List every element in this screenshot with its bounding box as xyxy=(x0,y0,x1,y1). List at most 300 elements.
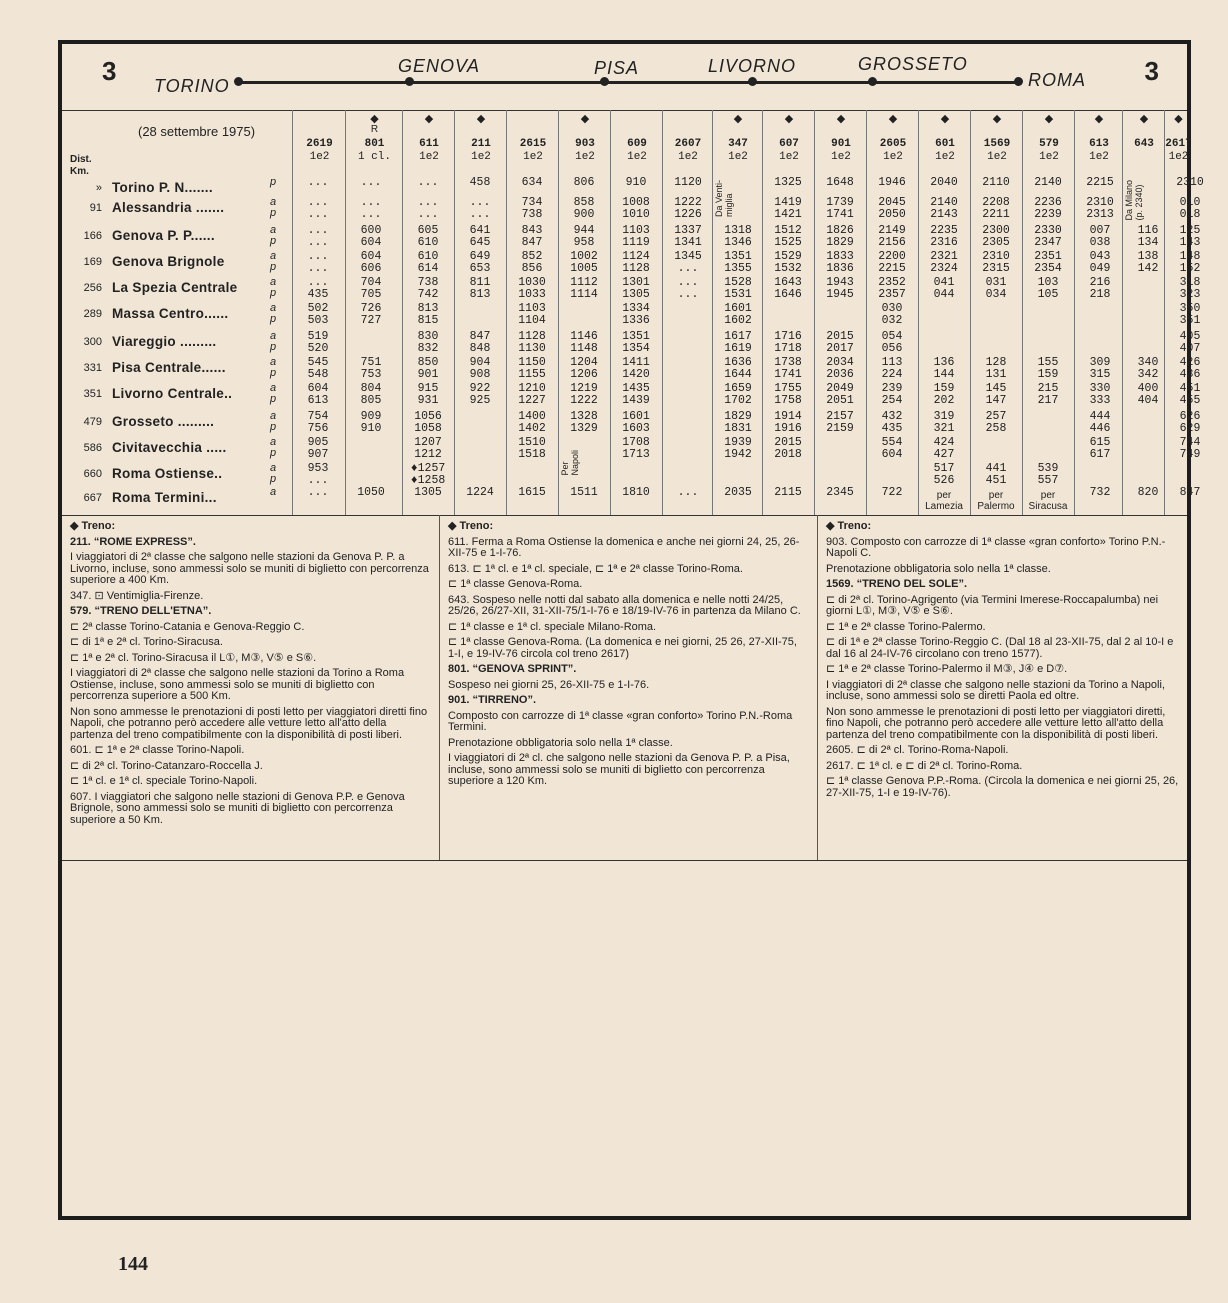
time-cell: 843 847 xyxy=(521,224,543,249)
time-cell: 257 258 xyxy=(985,410,1007,435)
time-cell: 754 756 xyxy=(307,410,329,435)
time-cell: 804 805 xyxy=(360,382,382,407)
time-cell: ... xyxy=(307,176,329,189)
time-cell: 2215 xyxy=(1086,176,1114,189)
time-cell: 626 629 xyxy=(1179,410,1201,435)
time-cell: 1124 1128 xyxy=(622,250,650,275)
time-cell: 1643 1646 xyxy=(774,276,802,301)
train-number: 2605 xyxy=(879,138,907,150)
time-cell: 010 018 xyxy=(1179,196,1201,221)
arr-dep-marker: a p xyxy=(270,330,277,353)
station-row xyxy=(62,276,1201,302)
station-row xyxy=(62,330,1201,356)
time-cell: 910 xyxy=(625,176,647,189)
note-paragraph: ⊏ 1ª classe Genova P.P.-Roma. (Circola la domenica e nei giorni 25, 26, 27-XII-75, 1-I e 19-IV-76). xyxy=(826,775,1179,799)
time-cell: ... xyxy=(360,176,382,189)
time-cell: 215 217 xyxy=(1037,382,1059,407)
notes-column-2 xyxy=(440,515,818,860)
time-cell: 1939 1942 xyxy=(724,436,752,461)
station-name: La Spezia Centrale xyxy=(112,280,238,295)
train-class: 1e2 xyxy=(987,151,1007,163)
time-cell: 426 436 xyxy=(1179,356,1201,381)
time-cell: 830 832 xyxy=(417,330,439,355)
time-cell: 309 315 xyxy=(1089,356,1111,381)
time-cell: ... ... xyxy=(307,250,329,275)
time-cell: 138 142 xyxy=(1137,250,1159,275)
time-cell: 1222 1226 xyxy=(674,196,702,221)
time-cell: ... xyxy=(307,486,329,499)
time-cell: 116 134 xyxy=(1137,224,1159,249)
time-cell: 136 144 xyxy=(933,356,955,381)
table-number-left: 3 xyxy=(102,56,117,86)
station-row xyxy=(62,436,1201,462)
stop-dot xyxy=(234,77,243,86)
time-cell: 1146 1148 xyxy=(570,330,598,355)
time-cell: 634 xyxy=(521,176,543,189)
time-cell: 125 143 xyxy=(1179,224,1201,249)
time-cell: 1419 1421 xyxy=(774,196,802,221)
station-km: 289 xyxy=(83,308,102,320)
note-paragraph: 601. ⊏ 1ª e 2ª classe Torino-Napoli. xyxy=(70,744,245,756)
note-paragraph: I viaggiatori di 2ª cl. che salgono nelle stazioni da Genova P. P. a Pisa, incluse, sono ammessi solo se muniti di biglietto con percorrenza superiore a 120 Km. xyxy=(448,752,790,787)
time-cell: 858 900 xyxy=(573,196,595,221)
diamond-icon: ◆ xyxy=(1094,113,1104,125)
station-name: Torino P. N....... xyxy=(112,180,213,195)
time-cell: 554 604 xyxy=(881,436,903,461)
time-cell: 2310 xyxy=(1176,176,1204,189)
arr-dep-marker: a p xyxy=(270,224,277,247)
time-cell: 847 848 xyxy=(469,330,491,355)
time-cell: 944 958 xyxy=(573,224,595,249)
station-km: 166 xyxy=(83,230,102,242)
note-paragraph: Non sono ammesse le prenotazioni di posti letto per viaggiatori diretti fino Napoli, che potranno però accedere alle vetture letto all'atto della partenza del treno compatibilmente con la disponibilità di posti liberi. xyxy=(70,705,428,741)
station-row xyxy=(62,356,1201,382)
time-cell: 850 901 xyxy=(417,356,439,381)
time-cell: 813 815 xyxy=(417,302,439,327)
time-cell: 1716 1718 xyxy=(774,330,802,355)
diamond-icon: ◆ xyxy=(476,113,486,125)
time-cell: 103 105 xyxy=(1037,276,1059,301)
city-roma: ROMA xyxy=(1028,70,1086,90)
time-cell: 1219 1222 xyxy=(570,382,598,407)
time-cell: 145 147 xyxy=(985,382,1007,407)
time-cell: 432 435 xyxy=(881,410,903,435)
time-cell: 1833 1836 xyxy=(826,250,854,275)
time-cell: 751 753 xyxy=(360,356,382,381)
time-cell: 2310 2315 xyxy=(982,250,1010,275)
time-cell: 604 613 xyxy=(307,382,329,407)
train-number: 613 xyxy=(1089,138,1109,150)
note-paragraph: ⊏ di 1ª e 2ª classe Torino-Reggio C. (Dal 18 al 23-XII-75, dal 2 al 10-I e dal 16 al 24-IV-76 circolano con treno 1577). xyxy=(826,636,1174,660)
note-paragraph: 579. “TRENO DELL'ETNA”. xyxy=(70,605,212,617)
note-paragraph: ⊏ 1ª cl. e 1ª cl. speciale Torino-Napoli. xyxy=(70,775,258,787)
train-class: 1e2 xyxy=(1039,151,1059,163)
vertical-note: Da Milano (p. 2340) xyxy=(1124,180,1144,221)
note-paragraph: ⊏ 1ª e 2ª classe Torino-Palermo il M③, J④ e D⑦. xyxy=(826,663,1068,675)
time-cell: 1528 1531 xyxy=(724,276,752,301)
time-cell: 441 451 xyxy=(985,462,1007,487)
time-cell: 216 218 xyxy=(1089,276,1111,301)
train-class: 1e2 xyxy=(627,151,647,163)
time-cell: 915 931 xyxy=(417,382,439,407)
city-torino: TORINO xyxy=(154,76,230,96)
destination-note: per Palermo xyxy=(977,490,1015,512)
note-paragraph: 347. ⊡ Ventimiglia-Firenze. xyxy=(70,589,204,602)
city-pisa: PISA xyxy=(594,58,640,78)
arr-dep-marker: a p xyxy=(270,276,277,299)
note-paragraph: ⊏ di 1ª e 2ª cl. Torino-Siracusa. xyxy=(70,636,223,648)
time-cell: 113 224 xyxy=(881,356,903,381)
time-cell: 041 044 xyxy=(933,276,955,301)
time-cell: 405 407 xyxy=(1179,330,1201,355)
time-cell: 2140 2143 xyxy=(930,196,958,221)
time-cell: 1328 1329 xyxy=(570,410,598,435)
note-paragraph: 611. Ferma a Roma Ostiense la domenica e anche nei giorni 24, 25, 26-XII-75 e 1-I-76. xyxy=(448,535,800,559)
time-cell: 239 254 xyxy=(881,382,903,407)
time-cell: 1810 xyxy=(622,486,650,499)
time-cell: 1204 1206 xyxy=(570,356,598,381)
station-name: Livorno Centrale.. xyxy=(112,386,233,401)
time-cell: 2015 2018 xyxy=(774,436,802,461)
time-cell: 1325 xyxy=(774,176,802,189)
time-cell: ... ... xyxy=(307,196,329,221)
note-paragraph: ⊏ 1ª e 2ª cl. Torino-Siracusa il L①, M③, V⑤ e S⑥. xyxy=(70,651,317,664)
time-cell: 1826 1829 xyxy=(826,224,854,249)
note-paragraph: ⊏ 1ª classe Genova-Roma. (La domenica e nei giorni, 25 26, 27-XII-75, 1-I, e 19-IV-76 circola col treno 2617) xyxy=(448,636,797,660)
time-cell: 2035 xyxy=(724,486,752,499)
time-cell: ... ... xyxy=(360,196,382,221)
time-cell: 2235 2316 xyxy=(930,224,958,249)
train-class: 1e2 xyxy=(728,151,748,163)
station-name: Civitavecchia ..... xyxy=(112,440,227,455)
station-km: 300 xyxy=(83,336,102,348)
station-row xyxy=(62,250,1201,276)
time-cell: 519 520 xyxy=(307,330,329,355)
time-cell: 1305 xyxy=(414,486,442,499)
time-cell: 444 446 xyxy=(1089,410,1111,435)
station-km: 479 xyxy=(83,416,102,428)
time-cell: 2321 2324 xyxy=(930,250,958,275)
train-number: 579 xyxy=(1039,138,1059,150)
note-paragraph: ◆ Treno: xyxy=(826,520,872,532)
time-cell: 820 xyxy=(1137,486,1159,499)
time-cell: 030 032 xyxy=(881,302,903,327)
time-cell: 2208 2211 xyxy=(982,196,1010,221)
time-cell: 2345 xyxy=(826,486,854,499)
train-class: 1e2 xyxy=(779,151,799,163)
timetable-frame xyxy=(58,40,1204,1220)
time-cell: 615 617 xyxy=(1089,436,1111,461)
train-number: 901 xyxy=(831,138,851,150)
time-cell: 744 749 xyxy=(1179,436,1201,461)
arr-dep-marker: a p xyxy=(270,462,277,485)
note-paragraph: Prenotazione obbligatoria solo nella 1ª classe. xyxy=(826,562,1051,575)
train-number: 643 xyxy=(1134,138,1154,150)
station-km: 586 xyxy=(83,442,102,454)
station-name: Viareggio ......... xyxy=(112,334,217,349)
time-cell: 1755 1758 xyxy=(774,382,802,407)
station-km: 169 xyxy=(83,256,102,268)
time-cell: 1529 1532 xyxy=(774,250,802,275)
time-cell: 318 323 xyxy=(1179,276,1201,301)
train-class: 1e2 xyxy=(935,151,955,163)
train-class: 1e2 xyxy=(471,151,491,163)
train-class: 1e2 xyxy=(678,151,698,163)
time-cell: 605 610 xyxy=(417,224,439,249)
city-genova: GENOVA xyxy=(398,56,481,76)
time-cell: 1351 1355 xyxy=(724,250,752,275)
station-name: Grosseto ......... xyxy=(112,414,215,429)
time-cell: 2040 xyxy=(930,176,958,189)
note-paragraph: 2617. ⊏ 1ª cl. e ⊏ di 2ª cl. Torino-Roma. xyxy=(826,759,1023,772)
arr-dep-marker: a p xyxy=(270,356,277,379)
train-number: 601 xyxy=(935,138,955,150)
arr-dep-marker: a p xyxy=(270,250,277,273)
note-paragraph: I viaggiatori di 2ª classe che salgono nelle stazioni da Torino a Napoli, incluse, sono ammessi solo se diretti Paola ed oltre. xyxy=(826,678,1165,702)
time-cell: ... ... xyxy=(417,196,439,221)
time-cell: 2236 2239 xyxy=(1034,196,1062,221)
time-cell: ♦1257 ♦1258 xyxy=(410,462,446,487)
time-cell: 1411 1420 xyxy=(622,356,650,381)
train-class: 1e2 xyxy=(831,151,851,163)
note-paragraph: ⊏ 1ª classe Genova-Roma. xyxy=(448,578,583,590)
diamond-icon: ◆ xyxy=(940,113,950,125)
station-name: Roma Termini... xyxy=(112,490,217,505)
note-paragraph: 901. “TIRRENO”. xyxy=(448,694,537,706)
station-name: Pisa Centrale...... xyxy=(112,360,226,375)
time-cell: 1400 1402 xyxy=(518,410,546,435)
time-cell: 1112 1114 xyxy=(570,276,598,301)
train-class: 1e2 xyxy=(523,151,543,163)
time-cell: 1008 1010 xyxy=(622,196,650,221)
note-paragraph: 607. I viaggiatori che salgono nelle stazioni di Genova P.P. e Genova Brignole, sono ammessi solo se muniti di biglietto con percorrenza superiore a 50 Km. xyxy=(70,790,405,826)
time-cell: 1829 1831 xyxy=(724,410,752,435)
time-cell: 031 034 xyxy=(985,276,1007,301)
destination-note: per Lamezia xyxy=(925,490,963,512)
train-number: 211 xyxy=(471,138,491,150)
time-cell: 545 548 xyxy=(307,356,329,381)
time-cell: 539 557 xyxy=(1037,462,1059,487)
time-cell: 148 152 xyxy=(1179,250,1201,275)
notes-column-3 xyxy=(818,515,1191,860)
station-name: Roma Ostiense.. xyxy=(112,466,223,481)
note-paragraph: 643. Sospeso nelle notti dal sabato alla domenica e nelle notti 24/25, 25/26, 26/27-XII, 31-XII-75/1-I-76 e 18/19-IV-76 in partenza da Milano C. xyxy=(448,593,801,617)
time-cell: 2351 2354 xyxy=(1034,250,1062,275)
time-cell: 1617 1619 xyxy=(724,330,752,355)
time-cell: 2200 2215 xyxy=(878,250,906,275)
time-cell: 1946 xyxy=(878,176,906,189)
vertical-note: Per Napoli xyxy=(560,450,580,476)
time-cell: 604 606 xyxy=(360,250,382,275)
train-number: 607 xyxy=(779,138,799,150)
train-number: 347 xyxy=(728,138,748,150)
city-livorno: LIVORNO xyxy=(708,56,797,76)
time-cell: 1345 ... xyxy=(674,250,702,275)
time-cell: 1103 1104 xyxy=(518,302,546,327)
time-cell: 330 333 xyxy=(1089,382,1111,407)
time-cell: ... ... xyxy=(307,224,329,249)
time-cell: ... ... xyxy=(469,196,491,221)
dist-km-label: Dist. Km. xyxy=(70,154,92,177)
station-km: » xyxy=(95,182,102,194)
time-cell: 451 455 xyxy=(1179,382,1201,407)
train-number: 2615 xyxy=(519,138,547,150)
time-cell: 847 xyxy=(1179,486,1201,499)
diamond-icon: ◆ xyxy=(733,113,743,125)
stop-dot xyxy=(1014,77,1023,86)
station-row xyxy=(62,462,1187,488)
note-paragraph: ⊏ 1ª classe e 1ª cl. speciale Milano-Roma. xyxy=(448,620,657,633)
station-km: 667 xyxy=(83,492,102,504)
time-cell: 726 727 xyxy=(360,302,382,327)
train-number: 609 xyxy=(627,138,647,150)
time-cell: 1943 1945 xyxy=(826,276,854,301)
note-paragraph: I viaggiatori di 2ª classe che salgono nelle stazioni da Genova P. P. a Livorno, incluse, sono ammessi solo se muniti di biglietto con percorrenza superiore a 400 Km. xyxy=(70,551,429,586)
arr-dep-marker: a p xyxy=(270,302,277,325)
time-cell: 811 813 xyxy=(469,276,491,301)
station-km: 256 xyxy=(83,282,102,294)
time-cell: 350 351 xyxy=(1179,302,1201,327)
time-cell: 2110 xyxy=(982,176,1010,189)
time-cell: 852 856 xyxy=(521,250,543,275)
time-cell: 2157 2159 xyxy=(826,410,854,435)
time-cell: 1050 xyxy=(357,486,385,499)
time-cell: 641 645 xyxy=(469,224,491,249)
arr-dep-marker: a p xyxy=(270,410,277,433)
time-cell: 2115 xyxy=(774,486,802,499)
time-cell: 2045 2050 xyxy=(878,196,906,221)
arr-dep-marker: a xyxy=(270,486,277,498)
time-cell: 2310 2313 xyxy=(1086,196,1114,221)
time-cell: ... xyxy=(417,176,439,189)
train-number: 1569 xyxy=(983,138,1011,150)
time-cell: 1708 1713 xyxy=(622,436,650,461)
time-cell: 722 xyxy=(881,486,903,499)
note-paragraph: 801. “GENOVA SPRINT”. xyxy=(448,663,577,675)
time-cell: 1150 1155 xyxy=(518,356,546,381)
note-paragraph: 211. “ROME EXPRESS”. xyxy=(70,535,196,548)
time-cell: 128 131 xyxy=(985,356,1007,381)
time-cell: 2034 2036 xyxy=(826,356,854,381)
time-cell: 1224 xyxy=(466,486,494,499)
diamond-icon: ◆ xyxy=(992,113,1002,125)
diamond-icon: ◆ xyxy=(1174,113,1183,125)
train-number: 903 xyxy=(575,138,595,150)
notes-column-1 xyxy=(62,515,440,860)
table-number-right: 3 xyxy=(1144,56,1159,86)
time-cell: 905 907 xyxy=(307,436,329,461)
page-number: 144 xyxy=(118,1253,148,1275)
time-cell: 155 159 xyxy=(1037,356,1059,381)
train-number: 2607 xyxy=(674,138,702,150)
time-cell: 2300 2305 xyxy=(982,224,1010,249)
note-paragraph: 613. ⊏ 1ª cl. e 1ª cl. speciale, ⊏ 1ª e 2ª classe Torino-Roma. xyxy=(448,562,743,575)
station-km: 91 xyxy=(89,202,102,214)
time-cell: 1601 1603 xyxy=(622,410,650,435)
time-cell: 732 xyxy=(1089,486,1111,499)
time-cell: 159 202 xyxy=(933,382,955,407)
time-cell: 424 427 xyxy=(933,436,955,461)
time-cell: 738 742 xyxy=(417,276,439,301)
station-row xyxy=(62,302,1201,328)
note-paragraph: Prenotazione obbligatoria solo nella 1ª classe. xyxy=(448,736,673,749)
time-cell: 1337 1341 xyxy=(674,224,702,249)
time-cell: 904 908 xyxy=(469,356,491,381)
arr-dep-marker: p xyxy=(270,176,277,188)
train-number: 801 xyxy=(364,138,385,150)
reservation-icon: R xyxy=(370,124,379,135)
diamond-icon: ◆ xyxy=(888,113,898,125)
note-paragraph: ◆ Treno: xyxy=(70,520,116,532)
note-paragraph: Non sono ammesse le prenotazioni di posti letto per viaggiatori diretti, fino Napoli, che potranno però accedere alle vetture letto all'atto della partenza del treno compatibilmente con la disponibilità di posti liberi. xyxy=(826,705,1166,741)
time-cell: 922 925 xyxy=(469,382,491,407)
time-cell: 1659 1702 xyxy=(724,382,752,407)
time-cell: 517 526 xyxy=(933,462,955,487)
vertical-note: Da Venti- miglia xyxy=(714,180,734,218)
station-row xyxy=(62,196,1201,222)
time-cell: 649 653 xyxy=(469,250,491,275)
train-class: 1e2 xyxy=(883,151,903,163)
train-number: 611 xyxy=(419,138,439,150)
train-class: 1 cl. xyxy=(357,151,391,163)
time-cell: 2352 2357 xyxy=(878,276,906,301)
station-name: Genova P. P...... xyxy=(112,228,215,243)
stop-dot xyxy=(868,77,877,86)
time-cell: 2140 xyxy=(1034,176,1062,189)
diamond-icon: ◆ xyxy=(836,113,846,125)
note-paragraph: I viaggiatori di 2ª classe che salgono nelle stazioni da Torino a Roma Ostiense, incluse, sono ammessi solo se muniti di biglietto con percorrenza superiore a 500 Km. xyxy=(70,667,405,702)
time-cell: 704 705 xyxy=(360,276,382,301)
notes-section xyxy=(62,515,1187,861)
note-paragraph: ⊏ di 2ª cl. Torino-Catanzaro-Roccella J. xyxy=(70,759,263,772)
time-cell: 1056 1058 xyxy=(414,410,442,435)
station-name: Genova Brignole xyxy=(112,254,225,269)
note-paragraph: ⊏ 2ª classe Torino-Catania e Genova-Reggio C. xyxy=(70,620,305,633)
note-paragraph: Sospeso nei giorni 25, 26-XII-75 e 1-I-76. xyxy=(448,678,650,691)
time-cell: 1351 1354 xyxy=(622,330,650,355)
time-cell: 909 910 xyxy=(360,410,382,435)
diamond-icon: ◆ xyxy=(580,113,590,125)
time-cell: 1435 1439 xyxy=(622,382,650,407)
time-cell: 1207 1212 xyxy=(414,436,442,461)
time-cell: 319 321 xyxy=(933,410,955,435)
time-cell: 1636 1644 xyxy=(724,356,752,381)
time-cell: 1318 1346 xyxy=(724,224,752,249)
note-paragraph: 2605. ⊏ di 2ª cl. Torino-Roma-Napoli. xyxy=(826,744,1009,756)
route-header xyxy=(62,44,1187,111)
time-cell: ... xyxy=(677,486,699,499)
train-class: 1e2 xyxy=(1089,151,1109,163)
time-cell: 953 ... xyxy=(307,462,329,487)
note-paragraph: ⊏ 1ª e 2ª classe Torino-Palermo. xyxy=(826,620,986,633)
time-cell: 1334 1336 xyxy=(622,302,650,327)
time-cell: 600 604 xyxy=(360,224,382,249)
time-cell: 1511 xyxy=(570,486,598,499)
note-paragraph: ⊏ di 2ª cl. Torino-Agrigento (via Termini Imerese-Roccapalumba) nei giorni L①, M③, V⑤ e S⑥. xyxy=(826,593,1159,617)
time-cell: ... 435 xyxy=(307,276,329,301)
time-cell: 1030 1033 xyxy=(518,276,546,301)
time-cell: 458 xyxy=(469,176,491,189)
time-cell: 1601 1602 xyxy=(724,302,752,327)
time-cell: 1002 1005 xyxy=(570,250,598,275)
station-km: 351 xyxy=(83,388,102,400)
schedule-table xyxy=(62,110,1204,516)
time-cell: 2015 2017 xyxy=(826,330,854,355)
train-number: 2617 xyxy=(1165,138,1192,150)
time-cell: 734 738 xyxy=(521,196,543,221)
time-cell: 610 614 xyxy=(417,250,439,275)
diamond-icon: ◆ xyxy=(1044,113,1054,125)
